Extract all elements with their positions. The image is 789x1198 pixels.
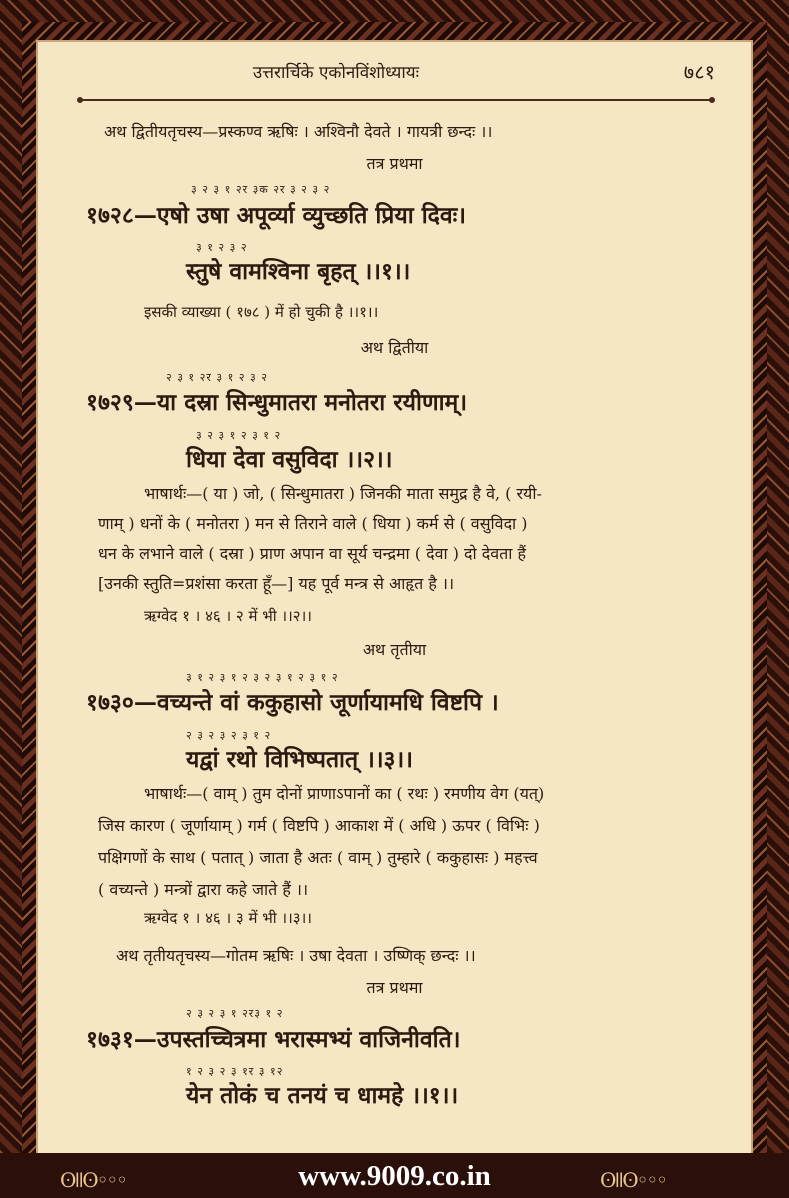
page-header xyxy=(36,52,753,82)
verse-intro: अथ तृतीयतृचस्य—गोतम ऋषिः । उषा देवता । उष्णिक् छन्दः ।। xyxy=(116,946,476,965)
page-number: ७८१ xyxy=(683,60,715,84)
translation-line: भाषार्थः—( वाम् ) तुम दोनों प्राणाऽपानों का ( रथः ) रमणीय वेग (यत्) xyxy=(144,784,545,803)
accent-marks: २ ३ १ २र ३ १ २ ३ २ xyxy=(166,371,268,384)
mantra-line: यद्वां रथो विभिष्पतात् ।।३।। xyxy=(186,746,413,773)
translation-line: णाम् ) धनों के ( मनोतरा ) मन से तिराने वाले ( धिया ) कर्म से ( वसुविदा ) xyxy=(98,514,528,533)
mantra-line: १७३०—वच्यन्ते वां ककुहासो जूर्णायामधि विष्टपि । xyxy=(86,689,499,716)
translation-line: पक्षिगणों के साथ ( पतात् ) जाता है अतः ( वाम् ) तुम्हारे ( ककुहासः ) महत्त्व xyxy=(98,848,538,867)
accent-marks: २ ३ २ ३ २ ३ १ २ xyxy=(186,729,272,742)
website-link[interactable]: www.9009.co.in xyxy=(298,1160,491,1192)
mantra-line: १७२९—या दस्रा सिन्धुमातरा मनोतरा रयीणाम्। xyxy=(86,389,468,416)
translation-line: भाषार्थः—( या ) जो, ( सिन्धुमातरा ) जिनकी माता समुद्र है वे, ( रयी- xyxy=(144,484,542,503)
translation-line: धन के लभाने वाले ( दस्रा ) प्राण अपान वा सूर्य चन्द्रमा ( देवा ) दो देवता हैं xyxy=(98,544,526,563)
footer-ornament-right: ʘǀǀʘ◦◦◦ xyxy=(600,1168,666,1192)
header-divider xyxy=(76,96,716,104)
translation-line: जिस कारण ( जूर्णायाम् ) गर्म ( विष्टपि ) आकाश में ( अधि ) ऊपर ( विभिः ) xyxy=(98,816,540,835)
reference-line: ऋग्वेद १ । ४६ । २ में भी ।।२।। xyxy=(144,607,312,625)
book-page xyxy=(36,40,753,1162)
translation-line: ( वच्यन्ते ) मन्त्रों द्वारा कहे जाते हैं ।। xyxy=(98,880,309,899)
translation-line: [उनकी स्तुति=प्रशंसा करता हूँ—] यह पूर्व मन्त्र से आहृत है ।। xyxy=(98,574,455,593)
section-heading: अथ तृतीया xyxy=(362,640,427,659)
footer-ornament-left: ʘǀǀʘ◦◦◦ xyxy=(60,1168,126,1192)
mantra-line: १७३१—उपस्तच्चित्रमा भरास्मभ्यं वाजिनीवति। xyxy=(86,1026,461,1053)
accent-marks: ३ १ २ ३ १ २ ३ २ ३ १ २ ३ १ २ xyxy=(186,671,339,684)
mantra-line: स्तुषे वामश्विना बृहत् ।।१।। xyxy=(186,258,411,285)
commentary-line: इसकी व्याख्या ( १७८ ) में हो चुकी है ।।१।। xyxy=(144,303,379,321)
accent-marks: ३ २ ३ १ २र ३क २र ३ २ ३ २ xyxy=(191,183,331,196)
accent-marks: ३ २ ३ १ २ ३ १ २ xyxy=(196,429,282,442)
mantra-line: १७२८—एषो उषा अपूर्व्या व्युच्छति प्रिया दिवः। xyxy=(86,202,467,229)
mantra-line: धिया देवा वसुविदा ।।२।। xyxy=(186,446,393,473)
reference-line: ऋग्वेद १ । ४६ । ३ में भी ।।३।। xyxy=(144,909,312,927)
accent-marks: १ २ ३ २ ३ १र ३ १२ xyxy=(186,1065,284,1078)
mantra-line: येन तोकं च तनयं च धामहे ।।१।। xyxy=(186,1082,459,1109)
section-heading: तत्र प्रथमा xyxy=(366,154,423,173)
section-heading: तत्र प्रथमा xyxy=(366,978,423,997)
accent-marks: ३ १ २ ३ २ xyxy=(196,241,248,254)
section-heading: अथ द्वितीया xyxy=(360,338,429,357)
chapter-title: उत्तरार्चिके एकोनविंशोध्यायः xyxy=(252,63,420,83)
verse-intro: अथ द्वितीयतृचस्य—प्रस्कण्व ऋषिः । अश्विनौ देवते । गायत्री छन्दः ।। xyxy=(104,122,493,141)
accent-marks: २ ३ २ ३ १ २र३ १ २ xyxy=(186,1007,284,1020)
